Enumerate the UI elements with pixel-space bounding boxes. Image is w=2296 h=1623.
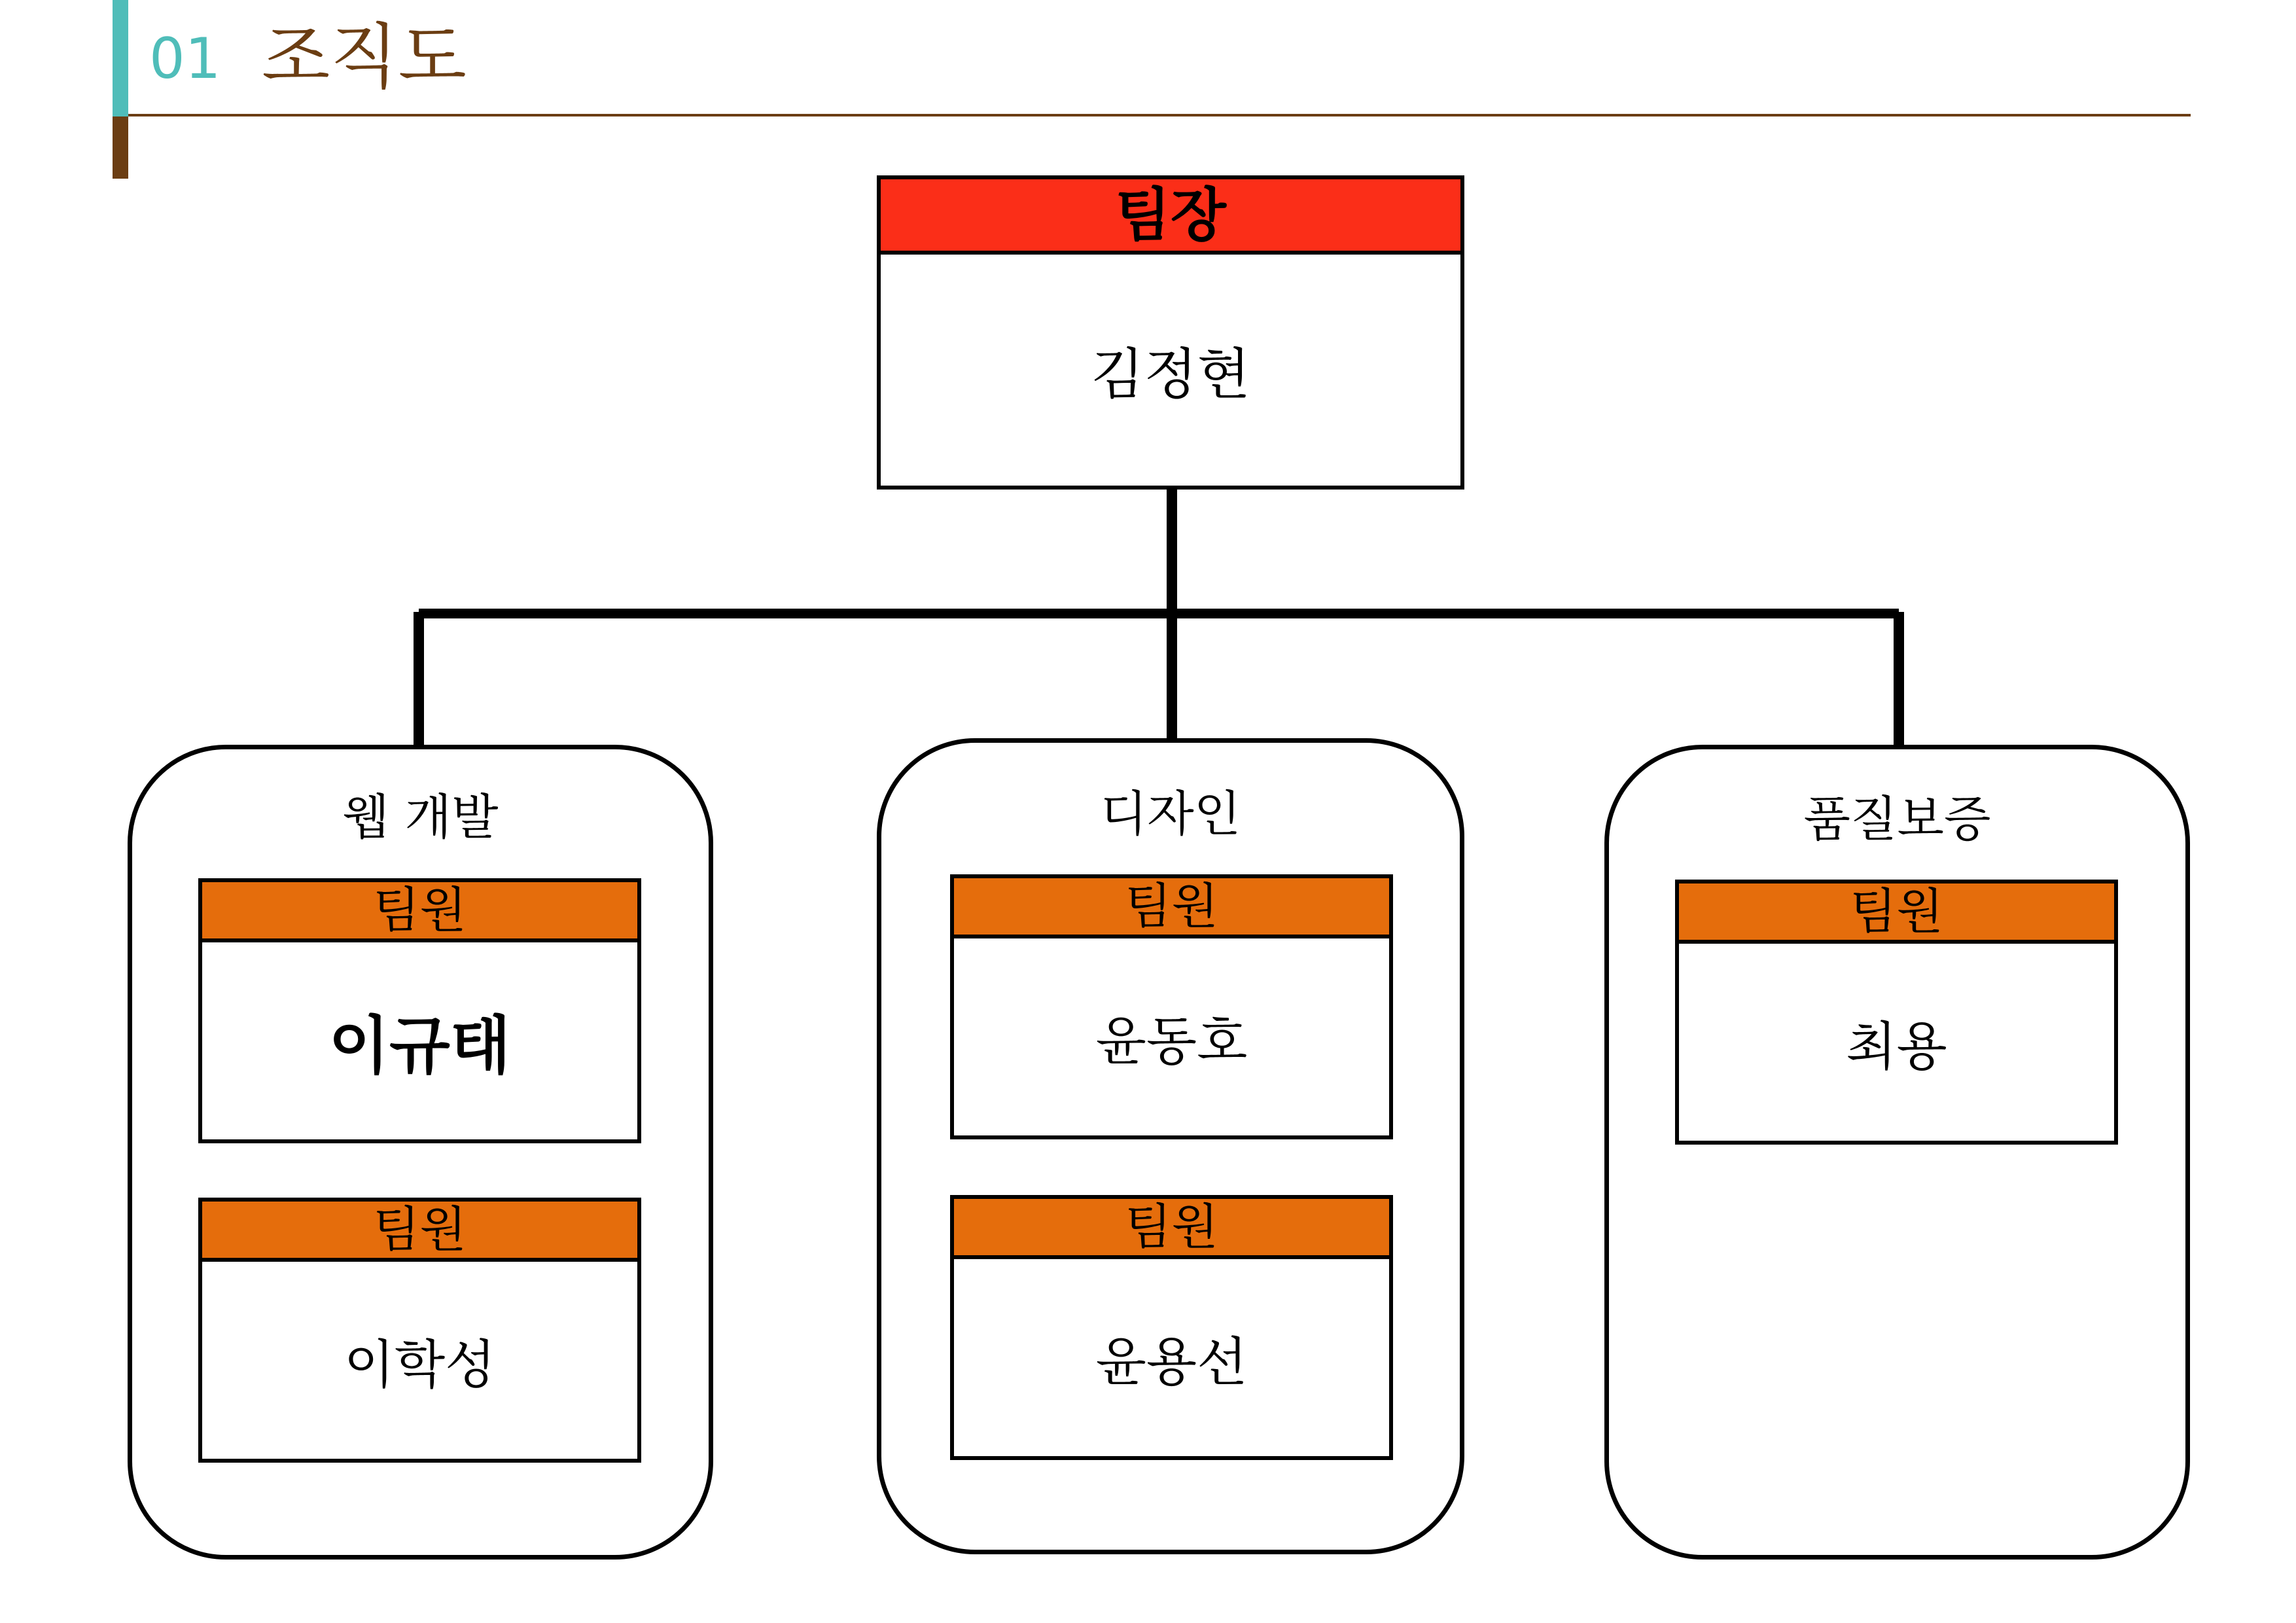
member-role: 팀원	[1679, 883, 2114, 944]
member-card	[198, 1198, 641, 1463]
section-number: 01	[149, 26, 221, 92]
member-name: 이학성	[344, 1334, 496, 1395]
member-card	[950, 874, 1393, 1139]
header-accent-bar	[113, 0, 128, 116]
department-name: 웹 개발	[342, 789, 499, 846]
member-card	[950, 1195, 1393, 1460]
leader-role: 팀장	[881, 179, 1460, 255]
member-name: 윤동호	[1095, 1011, 1248, 1072]
header-divider	[128, 114, 2191, 116]
member-role: 팀원	[202, 1202, 637, 1262]
member-name: 이규태	[328, 1009, 511, 1082]
leader-box	[877, 175, 1464, 490]
connector-web-dev	[414, 612, 424, 746]
department-qa	[1604, 745, 2190, 1560]
header-accent-bar-lower	[113, 116, 128, 179]
connector-leader-down	[1167, 488, 1177, 615]
leader-name: 김정현	[1091, 342, 1250, 406]
connector-horizontal	[419, 609, 1899, 618]
member-role: 팀원	[954, 878, 1389, 938]
member-role: 팀원	[954, 1199, 1389, 1259]
page-title: 조직도	[262, 16, 467, 98]
department-name: 품질보증	[1803, 791, 1991, 847]
member-card	[198, 878, 641, 1143]
member-name: 최용	[1846, 1016, 1947, 1077]
member-name: 윤용선	[1095, 1332, 1248, 1393]
connector-qa	[1894, 612, 1904, 746]
connector-design	[1167, 612, 1177, 740]
department-name: 디자인	[1100, 786, 1241, 842]
member-card	[1675, 880, 2118, 1145]
member-role: 팀원	[202, 882, 637, 942]
